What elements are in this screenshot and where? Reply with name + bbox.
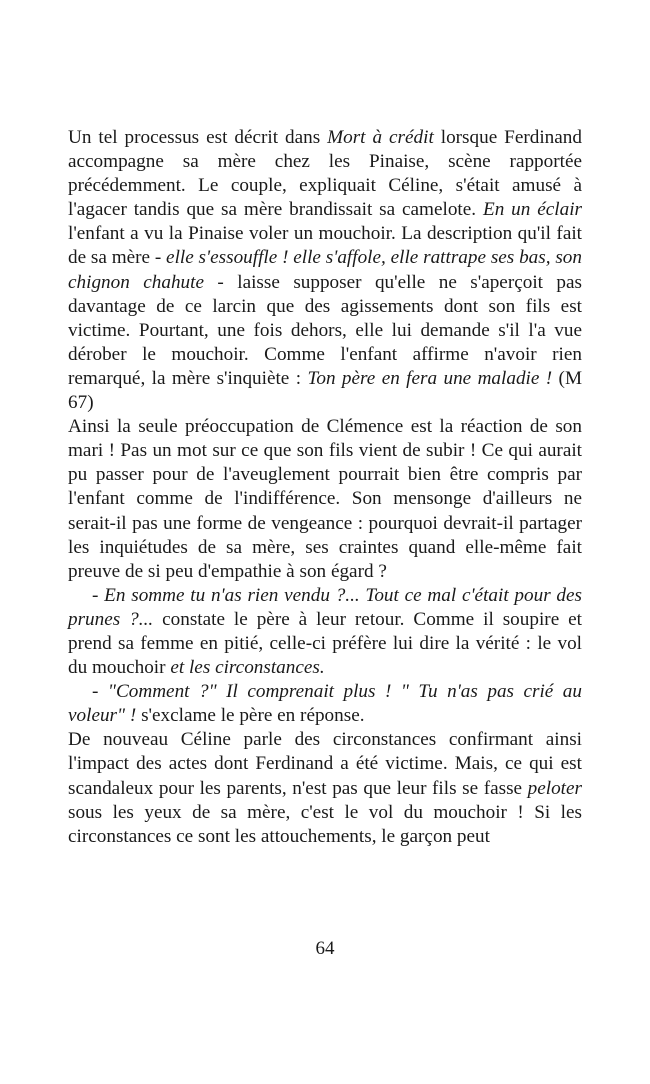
italic-text: peloter — [527, 777, 582, 799]
paragraph — [68, 415, 582, 584]
text-run: sous les yeux de sa mère, c'est le vol du mouchoir ! Si les circonstances ce sont les attouchements, le garçon peut — [68, 801, 582, 847]
paragraph — [68, 126, 582, 415]
text-run: - — [92, 681, 108, 703]
page-number: 64 — [315, 938, 335, 959]
italic-text: Mort à crédit — [327, 127, 434, 148]
text-run: De nouveau Céline parle des circonstances confirmant ainsi l'impact des actes dont Ferdinand a été victime. Mais, ce qui est scandaleux pour les parents, n'est pas que leur fils se fasse — [68, 729, 582, 799]
paragraph — [68, 728, 582, 848]
page-text — [68, 126, 582, 849]
text-run: Un tel processus est décrit dans — [68, 127, 328, 148]
italic-text: elle s'essouffle ! elle s'affole, elle rattrape ses bas, son chignon chahute — [68, 247, 582, 293]
italic-text: En somme tu n'as rien vendu ?... Tout ce mal c'était pour des prunes ?... — [68, 584, 582, 630]
text-run: s'exclame le père en réponse. — [136, 705, 365, 727]
paragraph — [68, 680, 582, 728]
text-run: lorsque Ferdinand accompagne sa mère chez les Pinaise, scène rapportée précédemment. Le couple, expliquait Céline, s'était amusé à l'agacer tandis que sa mère brandissait sa camelote. — [68, 127, 582, 221]
text-run: l'enfant a vu la Pinaise voler un mouchoir. La description qu'il fait de sa mère - — [68, 223, 582, 269]
text-run: (M 67) — [68, 367, 583, 414]
text-run: - — [92, 584, 105, 606]
text-run: constate le père à leur retour. Comme il soupire et prend sa femme en pitié, celle-ci préfère lui dire la vérité : le vol du mouchoir — [68, 608, 582, 679]
italic-text: "Comment ?" Il comprenait plus ! " Tu n'as pas crié au voleur" ! — [68, 681, 582, 727]
paragraph — [68, 584, 582, 680]
italic-text: et les circonstances. — [170, 657, 325, 679]
text-run: - laisse supposer qu'elle ne s'aperçoit pas davantage de ce larcin que des agissements dont son fils est victime. Pourtant, une fois dehors, elle lui demande s'il l'a vue dérober le mouchoir. Comme l'enfant affirme n'avoir rien remarqué, la mère s'inquiète : — [68, 271, 582, 389]
italic-text: En un éclair — [482, 199, 583, 221]
italic-text: Ton père en fera une maladie ! — [307, 367, 553, 389]
text-run: Ainsi la seule préoccupation de Clémence est la réaction de son mari ! Pas un mot sur ce que son fils vient de subir ! Ce qui aurait pu passer pour de l'aveuglement pourrait bien être compris par l'enfant comme de l'indifférence. Son mensonge d'ailleurs ne serait-il pas une forme de vengeance : pourquoi devrait-il partager les inquiétudes de sa mère, ses craintes quand elle-même fait preuve de si peu d'empathie à son égard ? — [68, 416, 582, 582]
